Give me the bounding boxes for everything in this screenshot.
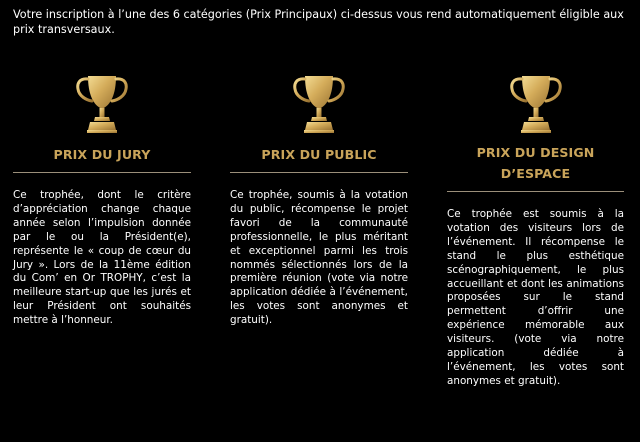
- prize-title: PRIX DU JURY: [53, 147, 151, 162]
- divider: [230, 172, 408, 173]
- prize-card-public: [230, 72, 408, 328]
- trophy-icon: [447, 72, 624, 134]
- trophy-icon: [230, 72, 408, 134]
- prize-description: Ce trophée, soumis à la votation du public, récompense le projet favori de la communauté professionnelle, le plus méritant et exceptionnel parmi les trois nommés sélectionnés lors de la première réunion (vote via notre application dédiée à l’événement, les votes sont anonymes et gratuit).: [230, 189, 408, 327]
- prize-title: PRIX DU DESIGN D’ESPACE: [476, 145, 595, 181]
- trophy-icon: [13, 72, 191, 134]
- prize-description: Ce trophée, dont le critère d’appréciation change chaque année selon l’impulsion donnée par le ou la Président(e), représente le « coup de cœur du Jury ». Lors de la 11ème édition du Com’ en Or TROPHY, c’est la meilleure start-up que les jurés et leur Président ont souhaités mettre à l’honneur.: [13, 189, 191, 327]
- prize-title: PRIX DU PUBLIC: [261, 147, 377, 162]
- prize-card-jury: [13, 72, 191, 328]
- prize-card-design: [447, 72, 624, 389]
- divider: [13, 172, 191, 173]
- intro-text: Votre inscription à l’une des 6 catégories (Prix Principaux) ci-dessus vous rend automatiquement éligible aux prix transversaux.: [13, 8, 624, 36]
- prize-description: Ce trophée est soumis à la votation des visiteurs lors de l’événement. Il récompense le stand le plus esthétique scénographiquement, le plus accueillant et dont les animations proposées sur le stand permettent d’offrir une expérience mémorable aux visiteurs. (vote via notre application dédiée à l’événement, les votes sont anonymes et gratuit).: [447, 208, 624, 387]
- divider: [447, 191, 624, 192]
